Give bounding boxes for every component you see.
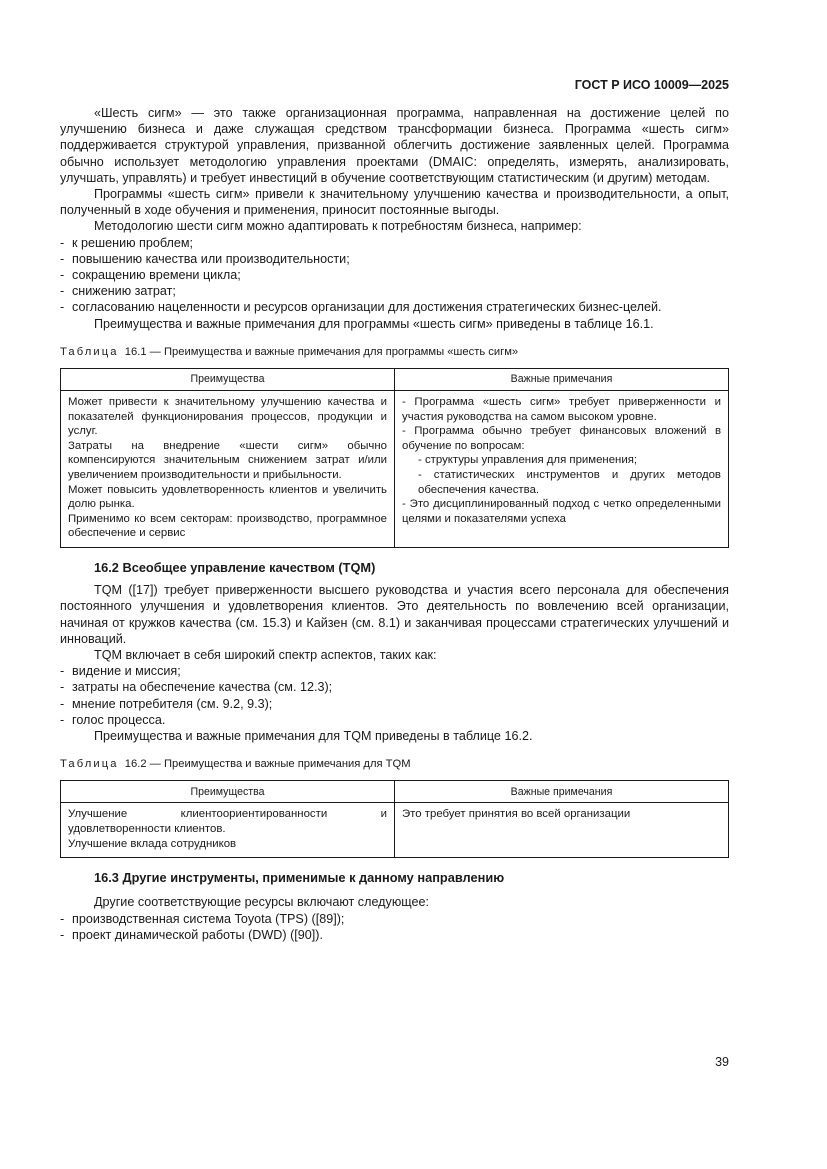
table-cell-notes: Это требует принятия во всей организации <box>395 803 729 858</box>
intro-paragraph-3: Методологию шести сигм можно адаптировать к потребностям бизнеса, например: <box>94 219 582 234</box>
table-16-2-caption: Таблица 16.2 — Преимущества и важные примечания для TQM <box>60 758 411 771</box>
table-header-notes: Важные примечания <box>395 781 729 803</box>
intro-paragraph-2: Программы «шесть сигм» привели к значительному улучшению качества и производительности, а опыт, полученный в ходе обучения и применения, приносит постоянные выгоды. <box>60 187 729 218</box>
table-header-advantages: Преимущества <box>61 781 395 803</box>
intro-paragraph-4: Преимущества и важные примечания для программы «шесть сигм» приведены в таблице 16.1. <box>94 316 654 331</box>
list-item: - согласованию нацеленности и ресурсов организации для достижения стратегических бизнес-целей. <box>60 300 662 315</box>
list-item: - к решению проблем; <box>60 235 194 250</box>
other-tools-paragraph: Другие соответствующие ресурсы включают следующее: <box>94 895 429 910</box>
tqm-paragraph-3: Преимущества и важные примечания для TQM приведены в таблице 16.2. <box>94 729 533 744</box>
tqm-paragraph-1: TQM ([17]) требует приверженности высшего руководства и участия всего персонала для обеспечения постоянного улучшения и удовлетворения клиентов. Это деятельность по вовлечению всей организации, начиная от кружков качества (см. 15.3) и Кайзен (см. 8.1) и заканчивая процессами стратегических улучшений и инноваций. <box>60 583 729 646</box>
page-number: 39 <box>715 1055 729 1069</box>
list-item: - видение и миссия; <box>60 664 181 679</box>
list-item: - производственная система Toyota (TPS) ([89]); <box>60 911 345 926</box>
tqm-paragraph-2: TQM включает в себя широкий спектр аспектов, таких как: <box>94 648 437 662</box>
list-item: - голос процесса. <box>60 712 166 727</box>
standard-header: ГОСТ Р ИСО 10009—2025 <box>574 78 729 92</box>
table-header-advantages: Преимущества <box>61 369 395 391</box>
page-content <box>60 105 729 943</box>
table-cell-advantages: Улучшение клиентоориентированности и удовлетворенности клиентов. Улучшение вклада сотрудников <box>61 803 395 858</box>
list-item: - повышению качества или производительности; <box>60 251 350 266</box>
section-16-2-title: 16.2 Всеобщее управление качеством (TQM) <box>94 559 376 575</box>
table-16-1-caption: Таблица 16.1 — Преимущества и важные примечания для программы «шесть сигм» <box>60 345 519 358</box>
table-header-notes: Важные примечания <box>395 369 729 391</box>
table-cell-notes: - Программа «шесть сигм» требует приверженности и участия руководства на самом высоком уровне. - Программа обычно требует финансовых вложений в обучение по вопросам: - структуры управления для применения; - статистических инструментов и других методов обеспечения качества. - Это дисциплинированный подход с четко определенными целями и показателями успеха <box>395 391 729 548</box>
list-item: - снижению затрат; <box>60 284 176 299</box>
intro-paragraph-1: «Шесть сигм» — это также организационная программа, направленная на достижение целей по улучшению бизнеса и даже служащая средством трансформации бизнеса. Программа «шесть сигм» поддерживается структурой управления, призванной облегчить достижение заявленных целей. Программа обычно использует методологию управления проектами (DMAIC: определять, измерять, анализировать, улучшать, управлять) и требует инвестиций в обучение соответствующим статистическим (и другим) методам. <box>60 106 729 185</box>
table-16-1 <box>60 368 729 548</box>
table-cell-advantages: Может привести к значительному улучшению качества и показателей функционирования процессов, продукции и услуг. Затраты на внедрение «шести сигм» обычно компенсируются значительным снижением затрат и/или увеличением производительности и прибыльности. Может повысить удовлетворенность клиентов и увеличить долю рынка. Применимо ко всем секторам: производство, программное обеспечение и сервис <box>61 391 395 548</box>
list-item: - мнение потребителя (см. 9.2, 9.3); <box>60 696 273 711</box>
list-item: - проект динамической работы (DWD) ([90]). <box>60 927 323 942</box>
list-item: - сокращению времени цикла; <box>60 268 241 283</box>
table-16-2 <box>60 780 729 858</box>
section-16-3-title: 16.3 Другие инструменты, применимые к данному направлению <box>94 870 505 886</box>
list-item: - затраты на обеспечение качества (см. 12.3); <box>60 680 333 695</box>
